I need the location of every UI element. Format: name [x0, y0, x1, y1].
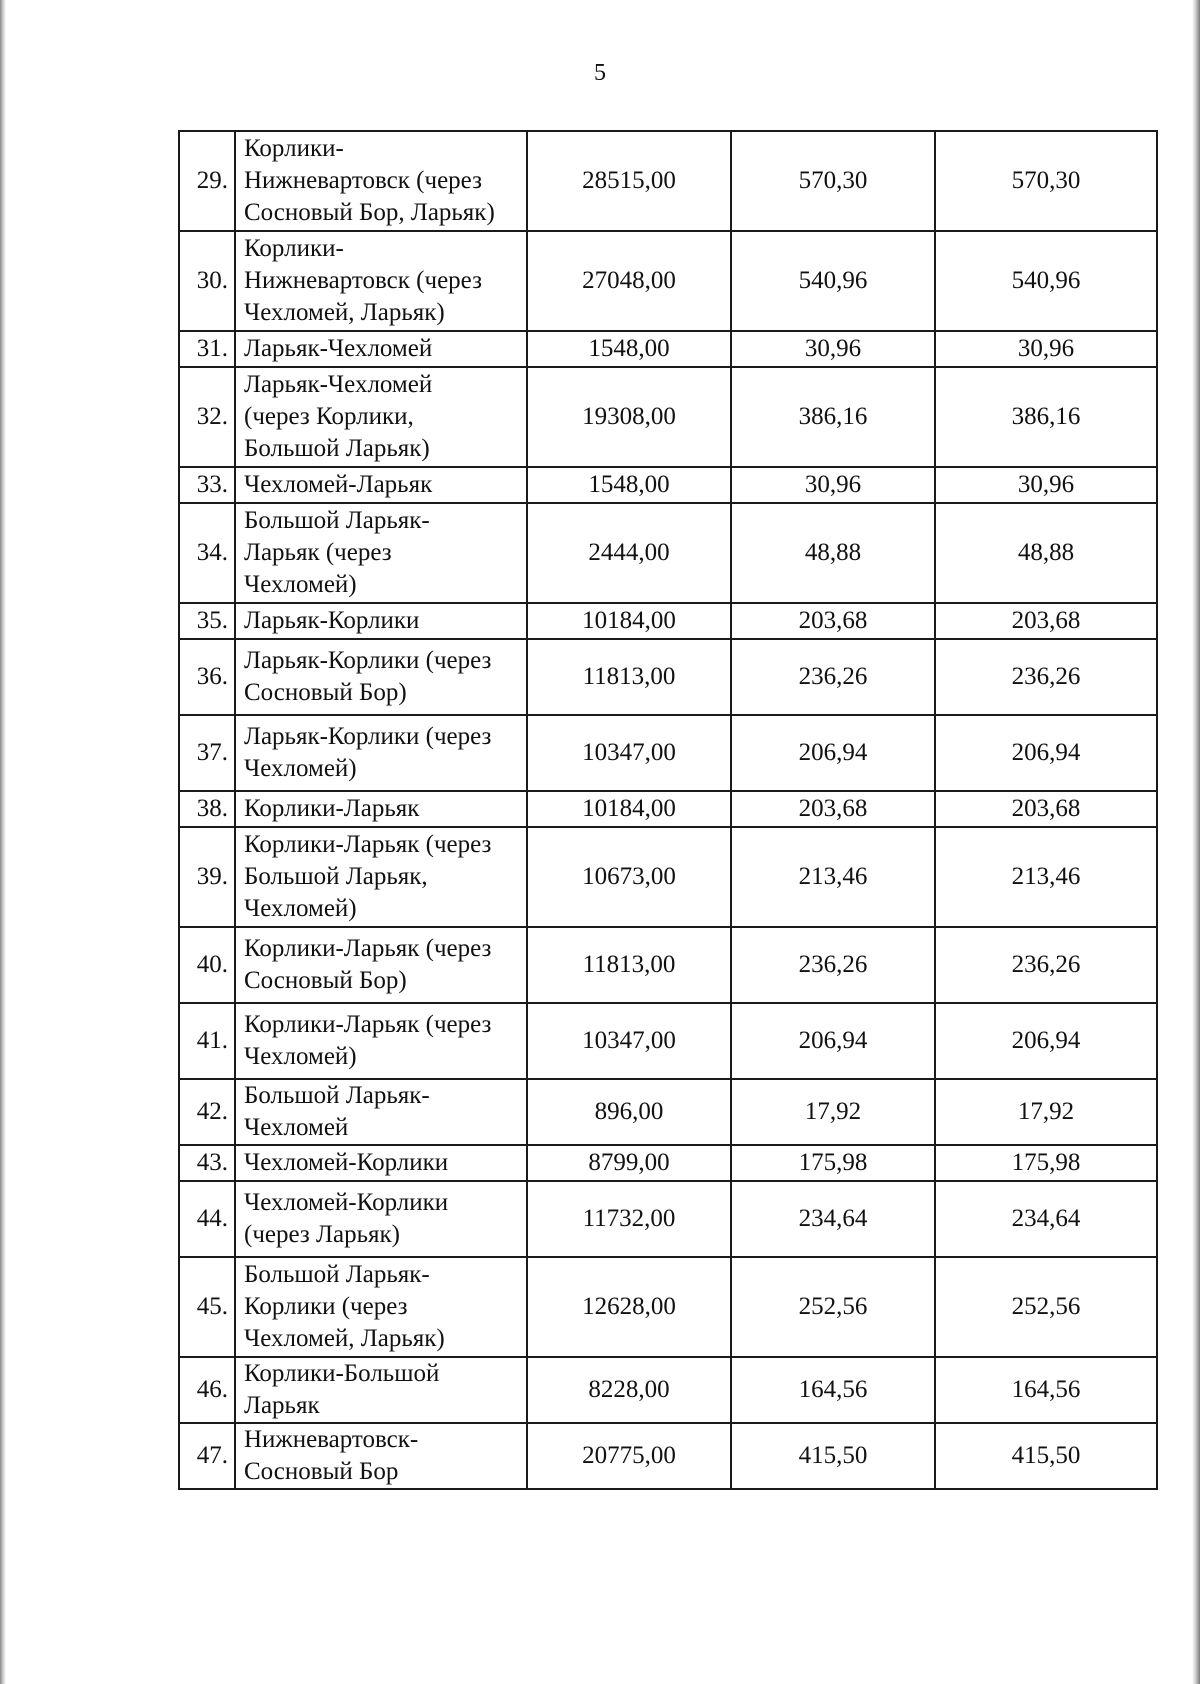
table-row	[179, 331, 1157, 367]
table-row	[179, 1079, 1157, 1145]
table-row	[179, 715, 1157, 791]
row-number: 29.	[179, 131, 235, 231]
route-name: Ларьяк-Корлики	[235, 603, 527, 639]
route-total: 10347,00	[527, 1003, 731, 1079]
table-row	[179, 467, 1157, 503]
route-name: Корлики-Ларьяк (через Большой Ларьяк, Чехломей)	[235, 827, 527, 927]
table-row	[179, 131, 1157, 231]
route-value-2: 213,46	[935, 827, 1157, 927]
route-value-2: 415,50	[935, 1423, 1157, 1489]
route-value-1: 386,16	[731, 367, 935, 467]
row-number: 35.	[179, 603, 235, 639]
table-row	[179, 827, 1157, 927]
route-total: 12628,00	[527, 1257, 731, 1357]
route-name: Большой Ларьяк- Чехломей	[235, 1079, 527, 1145]
route-name: Корлики-Большой Ларьяк	[235, 1357, 527, 1423]
route-name: Корлики- Нижневартовск (через Сосновый Бор, Ларьяк)	[235, 131, 527, 231]
route-value-2: 17,92	[935, 1079, 1157, 1145]
route-total: 1548,00	[527, 331, 731, 367]
table-row	[179, 1257, 1157, 1357]
row-number: 44.	[179, 1181, 235, 1257]
row-number: 36.	[179, 639, 235, 715]
route-value-1: 30,96	[731, 467, 935, 503]
table-row	[179, 367, 1157, 467]
route-name: Ларьяк-Корлики (через Чехломей)	[235, 715, 527, 791]
route-value-1: 213,46	[731, 827, 935, 927]
route-name: Чехломей-Корлики (через Ларьяк)	[235, 1181, 527, 1257]
route-value-1: 252,56	[731, 1257, 935, 1357]
table-row	[179, 503, 1157, 603]
table-row	[179, 791, 1157, 827]
table-row	[179, 927, 1157, 1003]
route-value-2: 203,68	[935, 603, 1157, 639]
route-total: 2444,00	[527, 503, 731, 603]
route-total: 11813,00	[527, 639, 731, 715]
row-number: 37.	[179, 715, 235, 791]
row-number: 32.	[179, 367, 235, 467]
table-row	[179, 1145, 1157, 1181]
route-value-2: 234,64	[935, 1181, 1157, 1257]
table-row	[179, 1357, 1157, 1423]
route-value-1: 17,92	[731, 1079, 935, 1145]
route-value-1: 236,26	[731, 639, 935, 715]
scan-edge-left	[0, 0, 6, 1684]
route-total: 11732,00	[527, 1181, 731, 1257]
row-number: 41.	[179, 1003, 235, 1079]
route-value-1: 206,94	[731, 1003, 935, 1079]
route-name: Ларьяк-Чехломей	[235, 331, 527, 367]
route-total: 20775,00	[527, 1423, 731, 1489]
route-value-2: 30,96	[935, 331, 1157, 367]
table-row	[179, 1181, 1157, 1257]
route-value-1: 48,88	[731, 503, 935, 603]
route-name: Большой Ларьяк- Ларьяк (через Чехломей)	[235, 503, 527, 603]
table-row	[179, 1003, 1157, 1079]
table-row	[179, 231, 1157, 331]
route-value-2: 570,30	[935, 131, 1157, 231]
table-row	[179, 639, 1157, 715]
row-number: 45.	[179, 1257, 235, 1357]
route-name: Корлики-Ларьяк (через Чехломей)	[235, 1003, 527, 1079]
route-value-2: 175,98	[935, 1145, 1157, 1181]
route-value-1: 164,56	[731, 1357, 935, 1423]
route-value-2: 164,56	[935, 1357, 1157, 1423]
page-number: 5	[594, 60, 606, 86]
route-name: Чехломей-Корлики	[235, 1145, 527, 1181]
route-total: 28515,00	[527, 131, 731, 231]
row-number: 42.	[179, 1079, 235, 1145]
route-value-2: 236,26	[935, 639, 1157, 715]
route-total: 8228,00	[527, 1357, 731, 1423]
routes-table	[178, 130, 1158, 1490]
route-value-1: 236,26	[731, 927, 935, 1003]
row-number: 31.	[179, 331, 235, 367]
route-total: 896,00	[527, 1079, 731, 1145]
route-total: 19308,00	[527, 367, 731, 467]
route-value-2: 206,94	[935, 1003, 1157, 1079]
route-value-2: 203,68	[935, 791, 1157, 827]
row-number: 34.	[179, 503, 235, 603]
row-number: 33.	[179, 467, 235, 503]
route-name: Нижневартовск- Сосновый Бор	[235, 1423, 527, 1489]
route-value-2: 30,96	[935, 467, 1157, 503]
route-value-1: 175,98	[731, 1145, 935, 1181]
route-name: Корлики-Ларьяк	[235, 791, 527, 827]
route-value-1: 203,68	[731, 603, 935, 639]
route-value-1: 234,64	[731, 1181, 935, 1257]
route-total: 11813,00	[527, 927, 731, 1003]
route-value-1: 415,50	[731, 1423, 935, 1489]
route-name: Большой Ларьяк- Корлики (через Чехломей, Ларьяк)	[235, 1257, 527, 1357]
route-value-1: 30,96	[731, 331, 935, 367]
route-total: 10673,00	[527, 827, 731, 927]
route-name: Ларьяк-Чехломей (через Корлики, Большой Ларьяк)	[235, 367, 527, 467]
route-name: Корлики- Нижневартовск (через Чехломей, Ларьяк)	[235, 231, 527, 331]
route-value-2: 236,26	[935, 927, 1157, 1003]
row-number: 43.	[179, 1145, 235, 1181]
route-name: Корлики-Ларьяк (через Сосновый Бор)	[235, 927, 527, 1003]
route-value-1: 540,96	[731, 231, 935, 331]
route-total: 1548,00	[527, 467, 731, 503]
row-number: 47.	[179, 1423, 235, 1489]
row-number: 40.	[179, 927, 235, 1003]
route-value-2: 206,94	[935, 715, 1157, 791]
scan-edge-right	[1192, 0, 1200, 1684]
routes-table-body	[179, 131, 1157, 1489]
route-value-2: 252,56	[935, 1257, 1157, 1357]
route-value-1: 206,94	[731, 715, 935, 791]
row-number: 38.	[179, 791, 235, 827]
route-value-2: 48,88	[935, 503, 1157, 603]
table-row	[179, 603, 1157, 639]
row-number: 30.	[179, 231, 235, 331]
route-total: 8799,00	[527, 1145, 731, 1181]
route-total: 10347,00	[527, 715, 731, 791]
route-value-2: 386,16	[935, 367, 1157, 467]
route-value-1: 203,68	[731, 791, 935, 827]
route-total: 27048,00	[527, 231, 731, 331]
route-value-2: 540,96	[935, 231, 1157, 331]
route-name: Чехломей-Ларьяк	[235, 467, 527, 503]
row-number: 46.	[179, 1357, 235, 1423]
route-value-1: 570,30	[731, 131, 935, 231]
route-name: Ларьяк-Корлики (через Сосновый Бор)	[235, 639, 527, 715]
route-total: 10184,00	[527, 603, 731, 639]
route-total: 10184,00	[527, 791, 731, 827]
row-number: 39.	[179, 827, 235, 927]
table-row	[179, 1423, 1157, 1489]
